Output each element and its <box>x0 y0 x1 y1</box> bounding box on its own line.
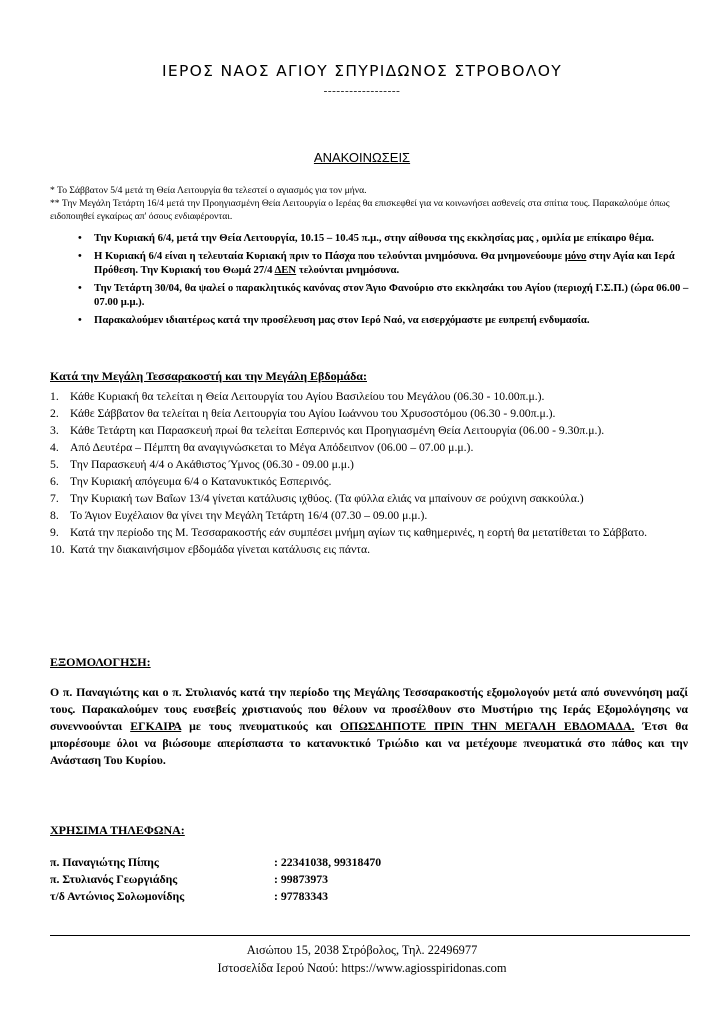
phone-row <box>50 871 690 888</box>
bullet-text: τελούνται μνημόσυνα. <box>296 264 400 276</box>
contact-name: τ/δ Αντώνιος Σολωμονίδης <box>50 889 185 903</box>
schedule-item <box>50 422 680 439</box>
schedule-item <box>50 456 680 473</box>
item-number: 1. <box>50 390 59 403</box>
bullet-marker: • <box>78 314 82 326</box>
bullet-marker: • <box>78 282 82 294</box>
lent-heading: Κατά την Μεγάλη Τεσσαρακοστή και την Μεγάλη Εβδομάδα: <box>50 369 367 383</box>
announcements-heading: ΑΝΑΚΟΙΝΩΣΕΙΣ <box>313 150 411 165</box>
item-text: Κάθε Σάββατον θα τελείται η θεία Λειτουργία του Αγίου Ιωάννου του Χρυσοστόμου (06.30 - 9.00π.μ.). <box>70 407 556 420</box>
item-number: 4. <box>50 441 59 454</box>
bullet-underlined-text: μόνο <box>564 250 587 262</box>
note-holy-water: * Το Σάββατον 5/4 μετά τη Θεία Λειτουργία θα τελεστεί ο αγιασμός για τον μήνα. <box>50 185 367 196</box>
confession-underlined-text: ΕΓΚΑΙΡΑ <box>130 719 182 733</box>
item-text: Την Παρασκευή 4/4 ο Ακάθιστος Ύμνος (06.30 - 09.00 μ.μ.) <box>70 458 354 471</box>
item-number: 3. <box>50 424 59 437</box>
confession-underlined-text: ΟΠΩΣΔΗΠΟΤΕ ΠΡΙΝ ΤΗΝ ΜΕΓΑΛΗ ΕΒΔΟΜΑΔΑ. <box>340 719 635 733</box>
item-text: Κάθε Τετάρτη και Παρασκευή πρωί θα τελείται Εσπερινός και Προηγιασμένη Θεία Λειτουργία (06.00 - 9.30π.μ.). <box>70 424 605 437</box>
item-number: 9. <box>50 526 59 539</box>
footer-divider <box>50 935 690 936</box>
contact-name: π. Παναγιώτης Πίπης <box>50 855 159 869</box>
bullet-underlined-text: ΔΕΝ <box>274 264 297 276</box>
announcement-bullet <box>50 313 690 327</box>
item-text: Την Κυριακή απόγευμα 6/4 ο Κατανυκτικός Εσπερινός. <box>70 475 332 488</box>
schedule-item <box>50 490 680 507</box>
contact-phone: : 97783343 <box>274 889 329 903</box>
footer-website[interactable]: Ιστοσελίδα Ιερού Ναού: https://www.agiosspiridonas.com <box>217 961 507 975</box>
confession-heading: ΕΞΟΜΟΛΟΓΗΣΗ: <box>50 655 151 669</box>
item-text: Κατά την περίοδο της Μ. Τεσσαρακοστής εάν συμπέσει μνήμη αγίων τις καθημερινές, η εορτή θα μετατίθεται το Σάββατο. <box>70 526 648 539</box>
schedule-item <box>50 405 680 422</box>
schedule-item <box>50 541 680 558</box>
announcement-bullets <box>50 231 690 331</box>
lent-schedule-list <box>50 388 680 558</box>
bullet-marker: • <box>78 232 82 244</box>
item-text: Κάθε Κυριακή θα τελείται η Θεία Λειτουργία του Αγίου Βασιλείου του Μεγάλου (06.30 - 10.00π.μ.). <box>70 390 545 403</box>
item-number: 5. <box>50 458 59 471</box>
phone-row <box>50 888 690 905</box>
item-number: 6. <box>50 475 59 488</box>
contact-phone: : 22341038, 99318470 <box>274 855 382 869</box>
announcement-bullet <box>50 281 690 309</box>
phone-row <box>50 854 690 871</box>
confession-text: Έτσι θα μπορέσουμε όλοι να βιώσουμε απερίσπαστα το κατανυκτικό Τριώδιο και να μετέχουμε πνευματικά στο πάθος και την Ανάσταση Του Κυρίου. <box>50 719 688 767</box>
bullet-marker: • <box>78 250 82 262</box>
phones-heading: ΧΡΗΣΙΜΑ ΤΗΛΕΦΩΝΑ: <box>50 823 185 837</box>
bullet-text: Παρακαλούμεν ιδιαιτέρως κατά την προσέλευση μας στον Ιερό Ναό, να εισερχόμαστε με ευπρεπή ενδυμασία. <box>94 314 590 326</box>
footer-address: Αισώπου 15, 2038 Στρόβολος, Τηλ. 22496977 <box>246 943 478 957</box>
bullet-text: Η Κυριακή 6/4 είναι η τελευταία Κυριακή πριν το Πάσχα που τελούνται μνημόσυνα. Θα μνημονεύουμε <box>94 250 565 262</box>
contact-name: π. Στυλιανός Γεωργιάδης <box>50 872 178 886</box>
bullet-text: Την Κυριακή 6/4, μετά την Θεία Λειτουργία, 10.15 – 10.45 π.μ., στην αίθουσα της εκκλησίας μας , ομιλία με επίκαιρο θέμα. <box>94 232 654 244</box>
item-number: 10. <box>50 543 65 556</box>
note-sick-visits: ** Την Μεγάλη Τετάρτη 16/4 μετά την Προηγιασμένη Θεία Λειτουργία ο Ιερέας θα επισκεφθεί για να κοινωνήσει ασθενείς στα σπίτια τους. Παρακαλούμε όπως ειδοποιηθεί εγκαίρως απ' όσους ενδιαφέρονται. <box>50 198 670 222</box>
item-text: Την Κυριακή των Βαΐων 13/4 γίνεται κατάλυσις ιχθύος. (Τα φύλλα ελιάς να μπαίνουν σε ρούχινη σακκούλα.) <box>70 492 584 505</box>
phone-list <box>50 854 690 905</box>
item-text: Το Άγιον Ευχέλαιον θα γίνει την Μεγάλη Τετάρτη 16/4 (07.30 – 09.00 μ.μ.). <box>70 509 428 522</box>
schedule-item <box>50 507 680 524</box>
announcement-bullet <box>50 249 690 277</box>
title-divider: ------------------ <box>323 85 401 97</box>
schedule-item <box>50 388 680 405</box>
item-number: 2. <box>50 407 59 420</box>
item-number: 7. <box>50 492 59 505</box>
schedule-item <box>50 473 680 490</box>
schedule-item <box>50 439 680 456</box>
church-title: ΙΕΡΟΣ ΝΑΟΣ ΑΓΙΟΥ ΣΠΥΡΙΔΩΝΟΣ ΣΤΡΟΒΟΛΟΥ <box>162 62 562 80</box>
contact-phone: : 99873973 <box>274 872 329 886</box>
bullet-text: Την Τετάρτη 30/04, θα ψαλεί ο παρακλητικός κανόνας στον Άγιο Φανούριο στο εκκλησάκι του Αγίου (περιοχή Γ.Σ.Π.) (ώρα 06.00 – 07.00 μ.μ.). <box>94 282 689 308</box>
bullet-text: στην Αγία και Ιερά Πρόθεση. Την Κυριακή του Θωμά 27/4 <box>94 250 675 276</box>
item-text: Κατά την διακαινήσιμον εβδομάδα γίνεται κατάλυσις εις πάντα. <box>70 543 371 556</box>
announcement-bullet <box>50 231 690 245</box>
schedule-item <box>50 524 680 541</box>
item-number: 8. <box>50 509 59 522</box>
confession-paragraph <box>50 684 688 769</box>
confession-text: Ο π. Παναγιώτης και ο π. Στυλιανός κατά την περίοδο της Μεγάλης Τεσσαρακοστής εξομολογούν μετά από συνεννόηση μαζί τους. Παρακαλούμεν τους ευσεβείς χριστιανούς που θέλουν να προσέλθουν στο Μυστήριο της Ιεράς Εξομολόγησης να συνεννοούνται <box>50 685 688 733</box>
item-text: Από Δευτέρα – Πέμπτη θα αναγιγνώσκεται το Μέγα Απόδειπνον (06.00 – 07.00 μ.μ.). <box>70 441 474 454</box>
confession-text: με τους πνευματικούς και <box>181 719 340 733</box>
